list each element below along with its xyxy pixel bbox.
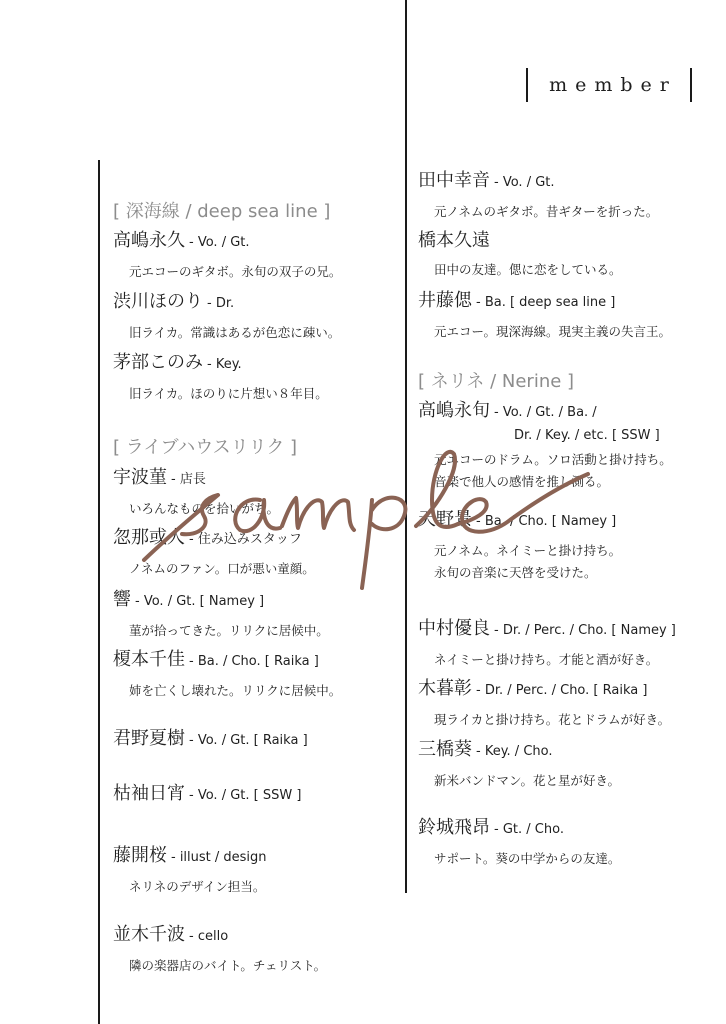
- member-name: 木暮彰: [418, 678, 472, 699]
- sample-watermark: [140, 440, 590, 590]
- member-description: 元エコーのギタボ。永旬の双子の兄。: [129, 264, 342, 279]
- member-role: - Key. / Cho.: [476, 744, 553, 759]
- member-entry: [418, 169, 658, 223]
- member-entry: [113, 923, 326, 977]
- member-entry: [418, 816, 620, 870]
- member-description: 現ライカと掛け持ち。花とドラムが好き。: [434, 712, 671, 727]
- member-description: いろんなものを拾いがち。: [129, 501, 280, 516]
- member-entry: [113, 844, 267, 898]
- member-description: 旧ライカ。ほのりに片想い８年目。: [129, 386, 328, 401]
- member-role: - Vo. / Gt. [ Namey ]: [135, 594, 265, 609]
- member-role: - Dr.: [207, 296, 235, 311]
- section-heading-nerine: [ ネリネ / Nerine ]: [418, 371, 575, 392]
- member-role-continued: Dr. / Key. / etc. [ SSW ]: [514, 428, 660, 443]
- section-heading-live-house: [ ライブハウスリリク ]: [113, 437, 298, 458]
- member-name: 天野景: [418, 509, 472, 530]
- member-description: サポート。葵の中学からの友達。: [434, 851, 621, 866]
- member-entry: [113, 782, 301, 808]
- member-description: 元ノネムのギタボ。昔ギターを折った。: [434, 204, 659, 219]
- member-role: - Ba. [ deep sea line ]: [476, 295, 616, 310]
- member-name: 榎本千佳: [113, 649, 185, 670]
- member-role: - illust / design: [171, 850, 267, 865]
- member-entry: [113, 290, 340, 344]
- member-description: 永旬の音楽に天啓を受けた。: [434, 565, 597, 580]
- member-description: 元エコーのドラム。ソロ活動と掛け持ち。: [434, 452, 672, 467]
- member-role: - cello: [189, 929, 229, 944]
- member-role: - Dr. / Perc. / Cho. [ Namey ]: [494, 623, 676, 638]
- member-description: 新米バンドマン。花と星が好き。: [434, 773, 621, 788]
- member-name: 並木千波: [113, 924, 185, 945]
- section-heading-deep-sea-line: [ 深海線 / deep sea line ]: [113, 201, 331, 222]
- member-role: - Vo. / Gt. / Ba. /: [494, 405, 597, 420]
- member-name: 枯袖日宵: [113, 783, 185, 804]
- member-entry: [113, 351, 328, 405]
- member-entry: [418, 677, 670, 731]
- member-name: 藤開桜: [113, 845, 167, 866]
- member-entry: [113, 648, 341, 702]
- member-role: - Vo. / Gt. [ Raika ]: [189, 733, 308, 748]
- member-name: 渋川ほのり: [113, 291, 203, 312]
- member-name: 橋本久遠: [418, 230, 490, 251]
- member-name: 高嶋永久: [113, 230, 185, 251]
- member-description: ネリネのデザイン担当。: [129, 879, 266, 894]
- member-description: 旧ライカ。常識はあるが色恋に疎い。: [129, 325, 341, 340]
- member-role: - Vo. / Gt.: [189, 235, 250, 250]
- member-description: ノネムのファン。口が悪い童顔。: [129, 561, 315, 576]
- member-name: 中村優良: [418, 618, 490, 639]
- member-role: - 住み込みスタッフ: [189, 532, 302, 547]
- member-entry: [113, 229, 341, 283]
- member-name: 響: [113, 589, 131, 610]
- member-entry: [418, 738, 620, 792]
- page-title: member: [526, 68, 692, 102]
- member-role: - Vo. / Gt.: [494, 175, 555, 190]
- member-description: ネイミーと掛け持ち。才能と酒が好き。: [434, 652, 659, 667]
- member-name: 三橋葵: [418, 739, 472, 760]
- member-entry: [418, 229, 622, 281]
- member-name: 井藤偲: [418, 290, 472, 311]
- member-name: 君野夏樹: [113, 728, 185, 749]
- member-description: 元ノネム。ネイミーと掛け持ち。: [434, 543, 622, 558]
- member-role: - Key.: [207, 357, 242, 372]
- member-name: 高嶋永旬: [418, 400, 490, 421]
- member-description: 菫が拾ってきた。リリクに居候中。: [129, 623, 329, 638]
- member-description: 姉を亡くし壊れた。リリクに居候中。: [129, 683, 342, 698]
- member-entry: [113, 727, 308, 753]
- member-role: - Dr. / Perc. / Cho. [ Raika ]: [476, 683, 648, 698]
- member-entry: [418, 289, 671, 343]
- member-description: 元エコー。現深海線。現実主義の失言王。: [434, 324, 672, 339]
- member-role: - Gt. / Cho.: [494, 822, 564, 837]
- member-name: 鈴城飛昂: [418, 817, 490, 838]
- member-entry: [113, 588, 329, 642]
- member-description: 音楽で他人の感情を推し測る。: [434, 474, 610, 489]
- member-role: - Ba. / Cho. [ Namey ]: [476, 514, 617, 529]
- left-column-rule: [98, 160, 100, 1024]
- member-role: - Vo. / Gt. [ SSW ]: [189, 788, 302, 803]
- member-name: 田中幸音: [418, 170, 490, 191]
- member-entry: [418, 617, 676, 671]
- member-name: 忽那或人: [113, 527, 185, 548]
- member-name: 茅部このみ: [113, 352, 203, 373]
- member-description: 田中の友達。偲に恋をしている。: [434, 262, 622, 277]
- member-role: - Ba. / Cho. [ Raika ]: [189, 654, 319, 669]
- member-role: - 店長: [171, 472, 206, 487]
- member-name: 宇波菫: [113, 467, 167, 488]
- member-description: 隣の楽器店のバイト。チェリスト。: [129, 958, 327, 973]
